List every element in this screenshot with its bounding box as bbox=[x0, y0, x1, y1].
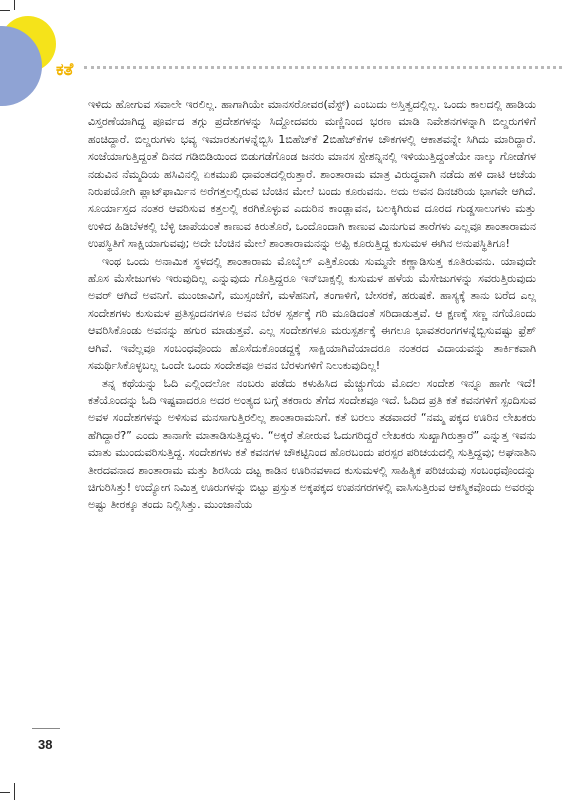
crop-mark-bottom-left-h bbox=[0, 792, 10, 793]
crop-mark-bottom-left-v bbox=[14, 783, 15, 800]
article-body bbox=[88, 96, 536, 514]
crop-mark-top-left-h bbox=[0, 10, 10, 11]
header-dotted-rule bbox=[84, 66, 562, 69]
paragraph: ಇಂಥ ಒಂದು ಅನಾಮಿಕ ಸ್ಥಳದಲ್ಲಿ ಶಾಂತಾರಾಮ ಮೊಬೈಲ್ ಎತ್ತಿಕೊಂಡು ಸುಮ್ಮನೇ ಕಣ್ಣಾಡಿಸುತ್ತ ಕೂತಿರುವನು. ಯಾವುದೇ ಹೊಸ ಮೆಸೇಜುಗಳು ಇರುವುದಿಲ್ಲ ಎನ್ನುವುದು ಗೊತ್ತಿದ್ದರೂ ಇನ್‌ಬಾಕ್ಸಲ್ಲಿ ಕುಸುಮಳ ಹಳೆಯ ಮೆಸೇಜುಗಳನ್ನು ಸವರುತ್ತಿರುವುದು ಅವರ್‌ ಆಗಿದೆ ಅವನಿಗೆ. ಮುಂಜಾವಿಗೆ, ಮುಸ್ಸಂಜೆಗೆ, ಮಳೆಹನಿಗೆ, ತಂಗಾಳಿಗೆ, ಬೇಸರಕೆ, ಹರುಷಕೆ. ಹಾಸ್ಯಕ್ಕೆ ತಾನು ಬರೆದ ಎಲ್ಲ ಸಂದೇಶಗಳು ಕುಸುಮಳ ಪ್ರತಿಸ್ಪಂದನಗಳೂ ಅವನ ಬೆರಳ ಸ್ಪರ್ಶಕ್ಕೆ ಗರಿ ಮೂಡಿದಂತೆ ಸರಿದಾಡುತ್ತವೆ. ಆ ಕ್ಷಣಕ್ಕೆ ಸಣ್ಣ ನಗೆಯೊಂದು ಆವರಿಸಿಕೊಂಡು ಅವನನ್ನು ಹಗುರ ಮಾಡುತ್ತವೆ. ಎಲ್ಲ ಸಂದೇಶಗಳೂ ಮರುಸ್ಪರ್ಶಕ್ಕೆ ಈಗಲೂ ಭಾವತರಂಗಗಳನ್ನೆಬ್ಬಿಸುವಷ್ಟು ಫ್ರೆಶ್ ಆಗಿವೆ. ಇವೆಲ್ಲವೂ ಸಂಬಂಧವೊಂದು ಹೊಸೆದುಕೊಂಡದ್ದಕ್ಕೆ ಸಾಕ್ಷಿಯಾಗಿವೆಯಾದರೂ ನಂತರದ ವಿದಾಯವನ್ನು ತಾರ್ಕಿಕವಾಗಿ ಸಮರ್ಥಿಸಿಕೊಳ್ಳಬಲ್ಲ ಒಂದೇ ಒಂದು ಸಂದೇಶವೂ ಅವನ ಬೆರಳುಗಳಿಗೆ ನಿಲುಕುವುದಿಲ್ಲ! bbox=[88, 254, 536, 373]
footer-rule bbox=[32, 728, 60, 729]
section-title: ಕತೆ bbox=[56, 60, 74, 80]
paragraph: ಇಳಿದು ಹೋಗುವ ಸವಾಲೇ ಇರಲಿಲ್ಲ. ಹಾಗಾಗಿಯೇ ಮಾನಸರೋವರ(ವೆಸ್ಟ್) ಎಂಬುದು ಅಸ್ತಿತ್ವದಲ್ಲಿಲ್ಲ. ಒಂದು ಕಾಲದಲ್ಲಿ ಹಾಡಿಯ ವಿಸ್ತರಣೆಯಾಗಿದ್ದ ಪೂರ್ವದ ತಗ್ಗು ಪ್ರದೇಶಗಳನ್ನು ಸಿದ್ದೋದವರು ಮಣ್ಣಿನಿಂದ ಭರಣ ಮಾಡಿ ನಿವೇಶನಗಳನ್ನಾಗಿ ಬಿಲ್ಡರುಗಳಿಗೆ ಹಂಚಿದ್ದಾರೆ. ಬಿಲ್ಡರುಗಳು ಭವ್ಯ ಇಮಾರತುಗಳನ್ನೆಬ್ಬಿಸಿ 1ಬಿಹೆಚ್‌ಕೆ 2ಬಿಹೆಚ್‌ಕೆಗಳ ಚೌಕಗಳಲ್ಲಿ ಆಕಾಶವನ್ನೇ ಸಿಗಿದು ಮಾರಿದ್ದಾರೆ. ಸಂಜೆಯಾಗುತ್ತಿದ್ದಂತೆ ದಿನದ ಗಡಿಬಿಡಿಯಿಂದ ಬಿಡುಗಡೆಗೊಂಡ ಜನರು ಮಾನಸ ಸ್ಟೇಶನ್ನಿನಲ್ಲಿ ಇಳಿಯುತ್ತಿದ್ದಂತೆಯೇ ನಾಲ್ಕು ಗೋಡೆಗಳ ನಡುವಿನ ನೆಮ್ಮದಿಯ ಹಸಿವಿನಲ್ಲಿ ಏಕಮುಖಿ ಧಾವಂತದಲ್ಲಿರುತ್ತಾರೆ. ಶಾಂತಾರಾಮ ಮಾತ್ರ ವಿರುದ್ಧವಾಗಿ ನಡೆದು ಹಳಿ ದಾಟಿ ಆಚೆಯ ನಿರುಪಯೋಗಿ ಪ್ಲಾಟ್‌ಫಾರ್ಮಿನ ಅರೆಗತ್ತಲಲ್ಲಿರುವ ಬೆಂಚಿನ ಮೇಲೆ ಬಂದು ಕೂರುವನು. ಅದು ಅವನ ದಿನಚರಿಯ ಭಾಗವೇ ಆಗಿದೆ. ಸೂರ್ಯಾಸ್ತದ ನಂತರ ಆವರಿಸುವ ಕತ್ತಲಲ್ಲಿ ಕರಗಿಕೊಳ್ಳುವ ಎದುರಿನ ಕಾಂಡ್ಲಾವನ, ಬಲಕ್ಕಿಗಿರುವ ದೂರದ ಗುಡ್ಡಸಾಲುಗಳು ಮತ್ತು ಉಳಿದ ಹಿಡಿಬೆಳಕಲ್ಲಿ ಬೆಳ್ಳಿ ಚಾಪೆಯಂತೆ ಕಾಣುವ ಕಿರುತೊರೆ, ಒಂದೊಂದಾಗಿ ಕಾಣುವ ಮಿನುಗುವ ತಾರೆಗಳು ಎಲ್ಲವೂ ಶಾಂತಾರಾಮನ ಉಪಸ್ಥಿತಿಗೆ ಸಾಕ್ಷಿಯಾಗುವವು; ಅದೇ ಬೆಂಚಿನ ಮೇಲೆ ಶಾಂತಾರಾಮನನ್ನು ಅಪ್ಪಿ ಕೂರುತ್ತಿದ್ದ ಕುಸುಮಳ ಈಗಿನ ಅನುಪಸ್ಥಿತಿಗೂ! bbox=[88, 98, 536, 251]
crop-mark-top-left-v bbox=[14, 0, 15, 10]
corner-circles-decoration bbox=[0, 0, 62, 110]
paragraph: ತನ್ನ ಕಥೆಯನ್ನು ಓದಿ ಎಲ್ಲಿಂದಲೋ ನಂಬರು ಪಡೆದು ಕಳುಹಿಸಿದ ಮೆಚ್ಚುಗೆಯ ಮೊದಲ ಸಂದೇಶ ಇನ್ನೂ ಹಾಗೇ ಇದೆ! ಕತೆಯೊಂದನ್ನು ಓದಿ ಇಷ್ಟವಾದರೂ ಅದರ ಅಂತ್ಯದ ಬಗ್ಗೆ ತಕರಾರು ತೆಗೆದ ಸಂದೇಶವೂ ಇದೆ. ಓದಿದ ಪ್ರತಿ ಕತೆ ಕವನಗಳಿಗೆ ಸ್ಪಂದಿಸುವ ಅವಳ ಸಂದೇಶಗಳನ್ನು ಅಳಿಸುವ ಮನಸಾಗುತ್ತಿರಲಿಲ್ಲ ಶಾಂತಾರಾಮನಿಗೆ. ಕತೆ ಬರಲು ತಡವಾದರೆ “ನಮ್ಮ ಪಕ್ಕದ ಊರಿನ ಲೇಖಕರು ಹೆಗಿದ್ದಾರೆ?” ಎಂದು ತಾನಾಗೇ ಮಾತಾಡಿಸುತ್ತಿದ್ದಳು. “ಅಕ್ಕರೆ ತೋರುವ ಓದುಗರಿದ್ದರೆ ಲೇಖಕರು ಸುಖ್ಖಾಗಿರುತ್ತಾರೆ” ಎನ್ನುತ್ತ ಇವನು ಮಾತು ಮುಂದುವರಿಸುತ್ತಿದ್ದ. ಸಂದೇಶಗಳು ಕತೆ ಕವನಗಳ ಚೌಕಟ್ಟಿನಿಂದ ಹೊರಬಂದು ಪರಸ್ಪರ ಪರಿಚಯದಲ್ಲಿ ಸುತ್ತಿದ್ದವು; ಅಘನಾಶಿನಿ ತೀರದವನಾದ ಶಾಂತಾರಾಮ ಮತ್ತು ಶಿರಸಿಯ ದಟ್ಟ ಕಾಡಿನ ಊರಿನವಳಾದ ಕುಸುಮಳಲ್ಲಿ ಸಾಹಿತ್ಯಿಕ ಪರಿಚಯವು ಸಂಬಂಧವೊಂದನ್ನು ಚಿಗುರಿಸಿತ್ತು! ಉದ್ಯೋಗ ನಿಮಿತ್ತ ಊರುಗಳನ್ನು ಬಿಟ್ಟು ಪ್ರಸ್ತುತ ಅಕ್ಕಪಕ್ಕದ ಉಪನಗರಗಳಲ್ಲಿ ವಾಸಿಸುತ್ತಿರುವ ಆಕಸ್ಮಿಕವೊಂದು ಅವರನ್ನು ಅಷ್ಟು ತೀರಕ್ಕೂ ತಂದು ನಿಲ್ಲಿಸಿತ್ತು. ಮುಂಜಾನೆಯ bbox=[88, 376, 536, 512]
page-number: 38 bbox=[38, 737, 53, 752]
